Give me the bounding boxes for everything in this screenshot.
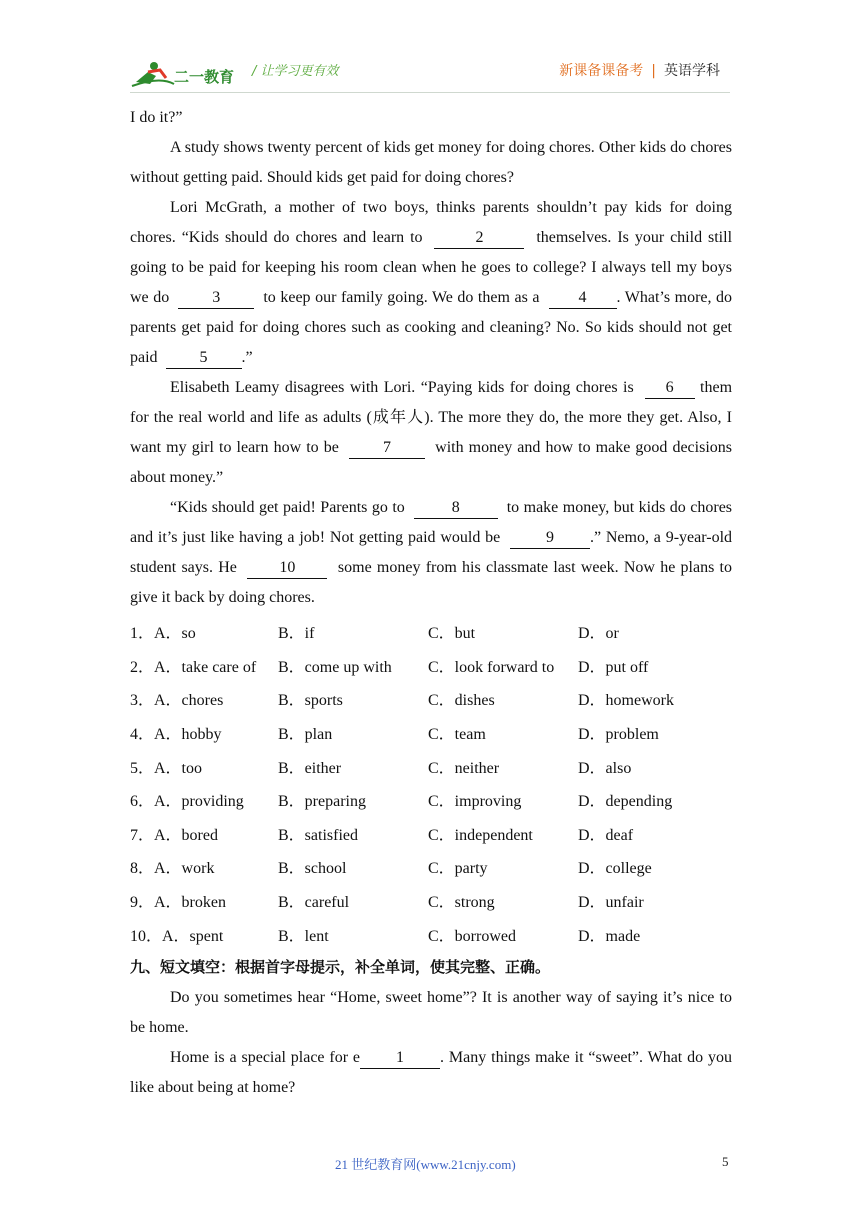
header-divider	[130, 92, 730, 93]
option-b[interactable]: B．careful	[278, 894, 350, 912]
option-b[interactable]: B．if	[278, 625, 315, 643]
blank-3[interactable]: 3	[178, 288, 254, 309]
option-c[interactable]: C．strong	[428, 894, 495, 912]
option-row	[130, 649, 732, 683]
option-row	[130, 615, 732, 649]
page-header	[0, 0, 860, 100]
option-d[interactable]: D．unfair	[578, 894, 644, 912]
option-row	[130, 884, 732, 918]
option-row	[130, 817, 732, 851]
option-row	[130, 716, 732, 750]
option-c[interactable]: C．independent	[428, 826, 533, 844]
option-d[interactable]: D．also	[578, 759, 632, 777]
options-list	[130, 615, 732, 951]
option-a[interactable]: 7．A．bored	[130, 826, 218, 844]
option-a[interactable]: 9．A．broken	[130, 894, 226, 912]
option-c[interactable]: C．team	[428, 726, 486, 744]
option-d[interactable]: D．problem	[578, 726, 659, 744]
passage-paragraph-4: “Kids should get paid! Parents go to 8 to make money, but kids do chores and it’s just like having a job! Not getting paid would be 9 .” Nemo, a 9-year-old student says. He 10 some money from his classmate last week. Now he plans to give it back by doing chores.	[130, 499, 733, 606]
blank-7[interactable]: 7	[349, 438, 425, 459]
option-d[interactable]: D．homework	[578, 692, 674, 710]
footer-source: 21 世纪教育网(www.21cnjy.com)	[335, 1157, 516, 1172]
slogan: / 让学习更有效	[252, 64, 339, 79]
header-subject: 英语学科	[664, 63, 720, 79]
option-b[interactable]: B．school	[278, 860, 347, 878]
header-label: 新课备课备考	[559, 63, 644, 79]
option-c[interactable]: C．party	[428, 860, 488, 878]
option-c[interactable]: C．neither	[428, 759, 500, 777]
option-a[interactable]: 6．A．providing	[130, 793, 244, 811]
option-d[interactable]: D．college	[578, 860, 652, 878]
option-row	[130, 917, 732, 951]
header-right	[559, 60, 720, 80]
blank-9[interactable]: 9	[510, 528, 590, 549]
blank-5[interactable]: 5	[166, 348, 242, 369]
blank-6[interactable]: 6	[645, 378, 695, 399]
option-c[interactable]: C．look forward to	[428, 658, 555, 676]
page-number: 5	[722, 1154, 729, 1169]
section-9-title: 九、短文填空：根据首字母提示，补全单词，使其完整、正确。	[130, 957, 551, 976]
option-d[interactable]: D．put off	[578, 658, 649, 676]
option-row	[130, 749, 732, 783]
option-b[interactable]: B．come up with	[278, 658, 392, 676]
option-c[interactable]: C．improving	[428, 793, 522, 811]
passage-paragraph-2: Lori McGrath, a mother of two boys, thinks parents shouldn’t pay kids for doing chores. “Kids should do chores and learn to 2 themselves. Is your child still going to be paid for keeping his room clean when he goes to college? I always tell my boys we do 3 to keep our family going. We do them as a 4 . What’s more, do parents get paid for doing chores such as cooking and cleaning? No. So kids should not get paid 5 .”	[130, 193, 732, 373]
option-b[interactable]: B．satisfied	[278, 826, 358, 844]
page-content	[130, 103, 732, 1103]
passage-paragraph-1: A study shows twenty percent of kids get money for doing chores. Other kids do chores without getting paid. Should kids get paid for doing chores?	[130, 139, 732, 186]
blank-10[interactable]: 10	[247, 558, 327, 579]
option-d[interactable]: D．made	[578, 927, 641, 945]
logo-text: 二一教育	[174, 68, 235, 86]
option-a[interactable]: 4．A．hobby	[130, 726, 222, 744]
option-row	[130, 783, 732, 817]
passage-line-0: I do it?”	[130, 109, 183, 126]
blank-2[interactable]: 2	[434, 228, 524, 249]
option-a[interactable]: 5．A．too	[130, 759, 203, 777]
passage-paragraph-3: Elisabeth Leamy disagrees with Lori. “Paying kids for doing chores is 6 them for the real world and life as adults (成年人). The more they do, the more they get. Also, I want my girl to learn how to be 7 with money and how to make good decisions about money.”	[130, 379, 733, 486]
section-9-blank-1[interactable]: 1	[360, 1048, 440, 1069]
section-9-paragraph-1: Do you sometimes hear “Home, sweet home”? It is another way of saying it’s nice to be home.	[130, 988, 732, 1036]
option-b[interactable]: B．lent	[278, 927, 329, 945]
header-separator: |	[651, 63, 656, 79]
option-b[interactable]: B．preparing	[278, 793, 366, 811]
option-a[interactable]: 3．A．chores	[130, 692, 224, 710]
option-c[interactable]: C．dishes	[428, 692, 495, 710]
option-a[interactable]: 1．A．so	[130, 625, 196, 643]
option-a[interactable]: 8．A．work	[130, 860, 215, 878]
option-b[interactable]: B．sports	[278, 692, 343, 710]
blank-8[interactable]: 8	[414, 498, 498, 519]
option-b[interactable]: B．either	[278, 759, 342, 777]
option-d[interactable]: D．or	[578, 625, 619, 643]
option-c[interactable]: C．but	[428, 625, 476, 643]
option-d[interactable]: D．deaf	[578, 826, 634, 844]
logo-icon	[130, 58, 240, 90]
option-a[interactable]: 2．A．take care of	[130, 658, 257, 676]
option-row	[130, 682, 732, 716]
option-d[interactable]: D．depending	[578, 793, 673, 811]
option-a[interactable]: 10．A．spent	[130, 927, 224, 945]
option-b[interactable]: B．plan	[278, 726, 333, 744]
option-row	[130, 850, 732, 884]
blank-4[interactable]: 4	[549, 288, 617, 309]
section-9-paragraph-2: Home is a special place for e 1 . Many things make it “sweet”. What do you like about being at home?	[130, 1048, 732, 1096]
option-c[interactable]: C．borrowed	[428, 927, 516, 945]
